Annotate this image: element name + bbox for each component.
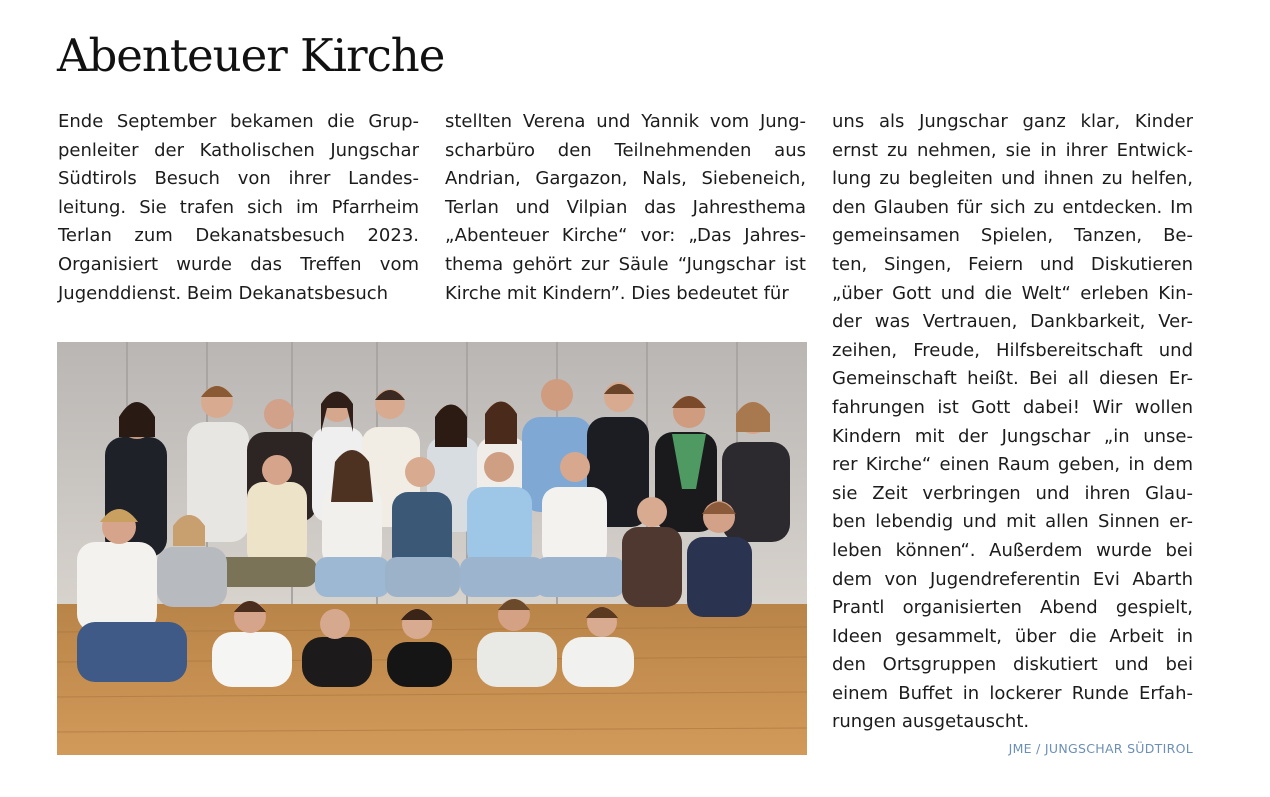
text-line: stellten Verena und Yannik vom Jung-	[445, 111, 806, 132]
text-column-1	[58, 108, 419, 308]
text-line: Ideen gesammelt, über die Arbeit in	[832, 625, 1193, 647]
text-line: dem von Jugendreferentin Evi Abarth	[832, 568, 1193, 590]
photo-credit: JME / JUNGSCHAR SÜDTIROL	[1008, 741, 1193, 756]
text-column-3	[832, 108, 1193, 737]
text-line: Terlan und Vilpian das Jahresthema	[445, 196, 806, 218]
text-line: Jugenddienst. Beim Dekanatsbesuch	[58, 282, 389, 304]
text-line: fahrungen ist Gott dabei! Wir wollen	[832, 396, 1193, 418]
text-line: einem Buffet in lockerer Runde Erfah-	[832, 682, 1193, 704]
text-line: Kindern mit der Jungschar „in unse-	[832, 425, 1193, 447]
text-line: scharbüro den Teilnehmenden aus	[445, 139, 806, 161]
text-line: leben können“. Außerdem wurde bei	[832, 539, 1193, 561]
text-line: penleiter der Katholischen Jungschar	[58, 139, 419, 161]
text-line: lung zu begleiten und ihnen zu helfen,	[832, 168, 1193, 190]
text-line: ernst zu nehmen, sie in ihrer Entwick-	[832, 139, 1193, 161]
text-line: uns als Jungschar ganz klar, Kinder	[832, 111, 1193, 132]
text-line: Andrian, Gargazon, Nals, Siebeneich,	[445, 168, 806, 190]
text-line: sie Zeit verbringen und ihren Glau-	[832, 482, 1193, 504]
text-line: Südtirols Besuch von ihrer Landes-	[58, 168, 419, 190]
text-line: „Abenteuer Kirche“ vor: „Das Jahres-	[445, 225, 806, 247]
group-photo	[57, 342, 807, 755]
text-column-2	[445, 108, 806, 308]
text-line: zeihen, Freude, Hilfsbereitschaft und	[832, 339, 1193, 361]
text-line: rungen ausgetauscht.	[832, 711, 1030, 733]
text-line: ten, Singen, Feiern und Diskutieren	[832, 253, 1193, 275]
text-line: Organisiert wurde das Treffen vom	[58, 253, 419, 275]
article-title: Abenteuer Kirche	[57, 29, 445, 82]
text-line: Prantl organisierten Abend gespielt,	[832, 597, 1193, 619]
text-line: den Glauben für sich zu entdecken. Im	[832, 196, 1193, 218]
text-line: Kirche mit Kindern”. Dies bedeutet für	[445, 282, 789, 304]
text-line: gemeinsamen Spielen, Tanzen, Be-	[832, 225, 1193, 247]
text-line: ben lebendig und mit allen Sinnen er-	[832, 511, 1193, 533]
text-line: Gemeinschaft heißt. Bei all diesen Er-	[832, 368, 1193, 390]
text-line: der was Vertrauen, Dankbarkeit, Ver-	[832, 311, 1193, 333]
text-line: rer Kirche“ einen Raum geben, in dem	[832, 454, 1193, 476]
text-line: den Ortsgruppen diskutiert und bei	[832, 654, 1193, 676]
text-line: Terlan zum Dekanatsbesuch 2023.	[58, 225, 419, 247]
text-line: leitung. Sie trafen sich im Pfarrheim	[58, 196, 419, 218]
text-line: thema gehört zur Säule “Jungschar ist	[445, 253, 806, 275]
text-line: „über Gott und die Welt“ erleben Kin-	[832, 282, 1193, 304]
text-line: Ende September bekamen die Grup-	[58, 111, 419, 132]
